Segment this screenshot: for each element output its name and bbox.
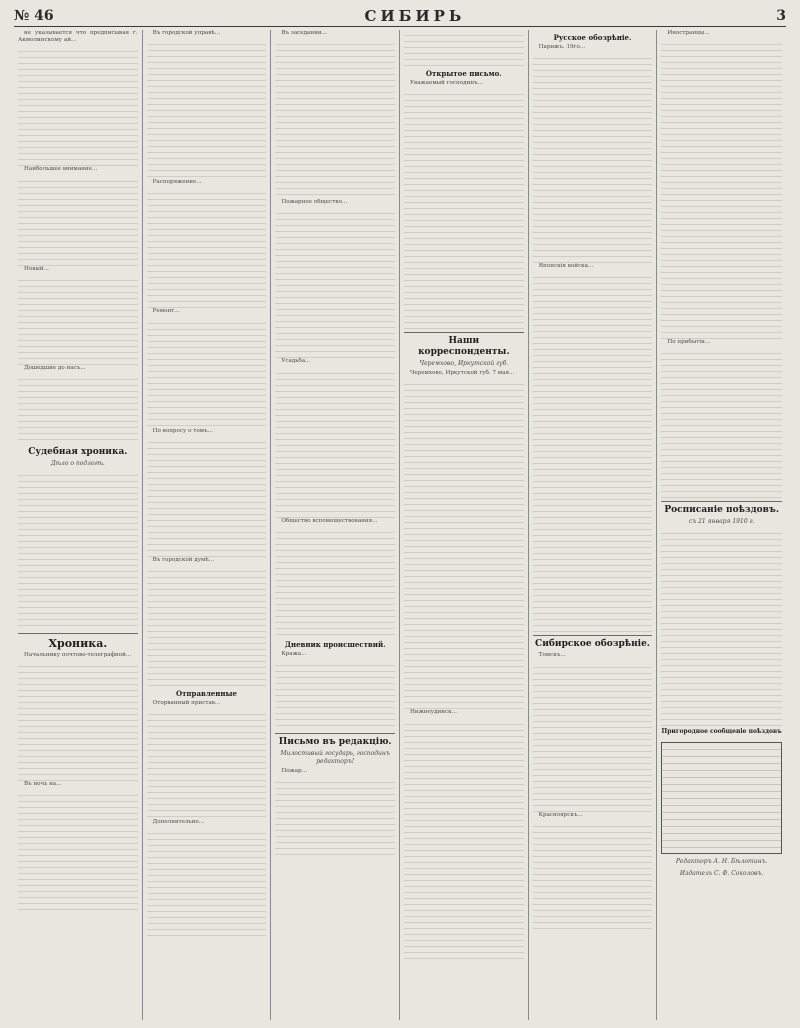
page-header — [14, 6, 786, 27]
divider — [18, 633, 138, 634]
divider — [404, 332, 524, 333]
paragraph: Оторванный пристав... — [152, 700, 221, 707]
section-title: Наши корреспонденты. — [418, 336, 510, 358]
section-title: Сибирское обозрѣніе. — [535, 639, 650, 650]
section-title: Хроника. — [48, 637, 108, 651]
paragraph: Въ городской думѣ... — [152, 556, 215, 563]
text-block — [18, 661, 138, 781]
paragraph: Томскъ... — [538, 652, 566, 659]
text-block — [275, 208, 395, 358]
paragraph: Въ ночь на... — [24, 781, 62, 788]
column-5 — [529, 30, 658, 1020]
page-number: 3 — [776, 8, 786, 24]
text-block — [275, 777, 395, 857]
section-title: Судебная хроника. — [28, 447, 128, 458]
paragraph: По вопросу о томъ... — [152, 427, 213, 434]
column-6 — [657, 30, 786, 1020]
paragraph: Ремонт... — [152, 308, 180, 315]
text-block — [404, 379, 524, 709]
divider — [275, 733, 395, 734]
paragraph: Нижнеудинск... — [410, 709, 457, 716]
paragraph: Парижъ. 19го... — [538, 44, 586, 50]
text-block — [661, 348, 782, 498]
text-block — [147, 318, 267, 428]
text-block — [275, 527, 395, 637]
paragraph: Общество вспомоществования... — [281, 517, 378, 524]
text-block — [147, 709, 267, 819]
text-block — [18, 470, 138, 630]
publisher-signature: Издатель С. Ф. Соколовъ. — [679, 870, 764, 878]
section-title: Русское обозрѣніе. — [553, 33, 632, 42]
text-block — [275, 660, 395, 730]
text-block — [404, 30, 524, 66]
text-block — [147, 566, 267, 686]
section-title: Дневник происшествий. — [284, 639, 386, 649]
paragraph: Кража... — [281, 650, 307, 657]
paragraph: Дошедшие до насъ... — [24, 364, 86, 371]
column-4 — [400, 30, 529, 1020]
paragraph: Новый... — [24, 265, 49, 272]
timetable-block — [661, 528, 782, 728]
text-block — [147, 828, 267, 938]
column-2 — [143, 30, 272, 1020]
paragraph: Въ городской управѣ... — [152, 30, 221, 36]
paragraph: Наибольшее внимание... — [24, 166, 98, 173]
paragraph: Распоряжение... — [152, 179, 202, 186]
issue-number: № 46 — [14, 8, 54, 24]
section-subtitle: Черемхово, Иркутской губ. — [419, 360, 509, 368]
paragraph: Начальнику почтово-телеграфной... — [24, 652, 132, 659]
text-block — [147, 437, 267, 557]
paragraph: Уважаемый господинъ... — [410, 80, 483, 86]
paragraph: Въ заседании... — [281, 30, 327, 36]
paragraph: По прибытіи... — [667, 339, 711, 346]
columns — [14, 30, 786, 1020]
text-block — [533, 821, 653, 931]
paragraph: не указывается что предписывая г. Акмолинскому ай... — [18, 30, 138, 44]
text-block — [18, 790, 138, 910]
paragraph: Усадьба... — [281, 358, 311, 365]
section-title: Отправленные — [176, 689, 237, 699]
paragraph: Японскія войска... — [538, 263, 594, 270]
text-block — [533, 272, 653, 632]
text-block — [18, 46, 138, 166]
text-block — [18, 176, 138, 266]
section-title: Письмо въ редакцію. — [278, 737, 392, 748]
section-subtitle: съ 21 января 1910 г. — [688, 518, 755, 526]
section-title: Росписаніе поѣздовъ. — [664, 505, 779, 516]
paragraph: Пожар... — [281, 768, 307, 775]
paragraph: Красноярскъ... — [538, 811, 583, 818]
text-block — [18, 275, 138, 365]
text-block — [18, 374, 138, 444]
section-subtitle: Милостивый государь, господинъ редакторъ! — [280, 750, 390, 766]
editor-signature: Редакторъ А. Н. Бѣлотинъ. — [675, 858, 768, 866]
text-block — [404, 719, 524, 959]
section-title: Пригородное сообщеніе поѣздовъ — [661, 728, 782, 736]
text-block — [275, 368, 395, 518]
column-3 — [271, 30, 400, 1020]
text-block — [533, 662, 653, 812]
divider — [661, 501, 782, 502]
section-title: Открытое письмо. — [425, 69, 502, 78]
paragraph: Черемхово, Иркутской губ. 7 мая... — [410, 370, 515, 377]
paragraph: Пожарное общество... — [281, 199, 348, 206]
text-block — [661, 39, 782, 339]
paragraph: Дополнительно... — [152, 819, 205, 826]
text-block — [533, 53, 653, 263]
column-1 — [14, 30, 143, 1020]
paragraph: Иностранцы... — [667, 30, 710, 36]
divider — [533, 635, 653, 636]
text-block — [147, 188, 267, 308]
text-block — [275, 39, 395, 199]
text-block — [147, 39, 267, 179]
newspaper-title: СИБИРЬ — [364, 7, 466, 25]
text-block — [404, 89, 524, 329]
section-subtitle: Дѣло о подлогѣ. — [50, 460, 105, 468]
train-schedule-table — [661, 742, 782, 854]
